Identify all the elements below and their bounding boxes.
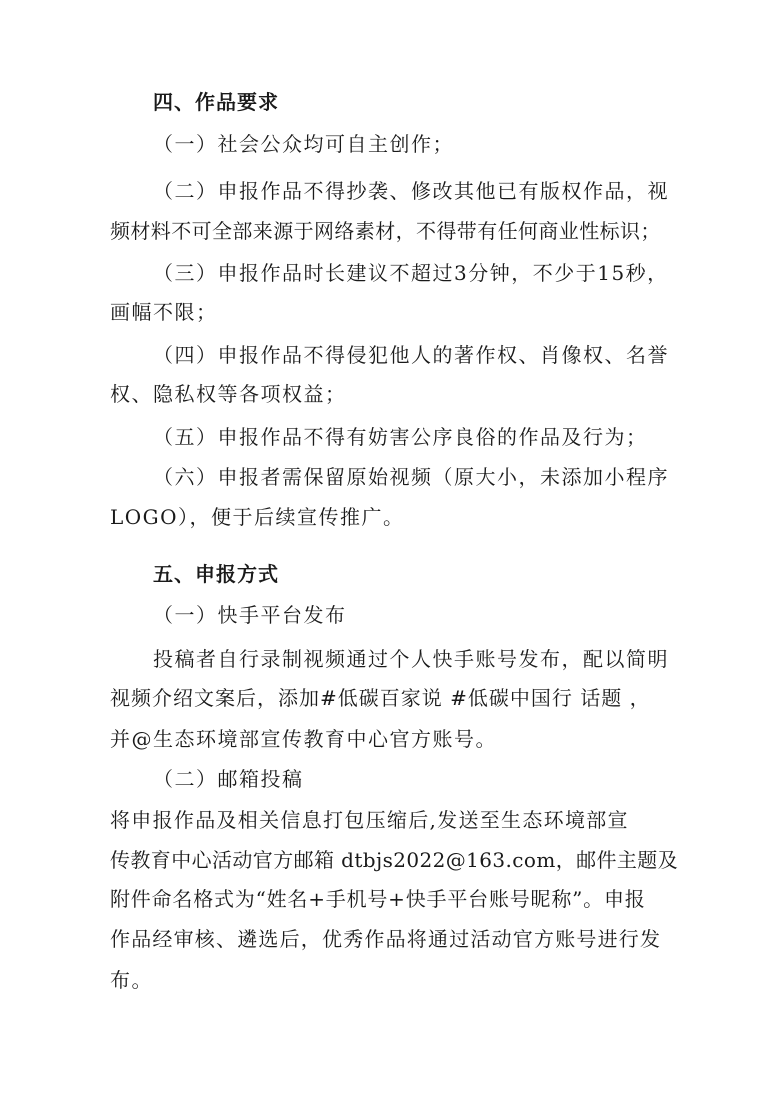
section-5-sub-2-line-3: 附件命名格式为“姓名+手机号+快手平台账号昵称”。申报 bbox=[110, 887, 646, 911]
section-4-item-3-line-1: （三）申报作品时长建议不超过3分钟，不少于15秒， bbox=[153, 261, 669, 285]
section-5-sub-1-title: （一）快手平台发布 bbox=[153, 603, 347, 627]
section-5-sub-1-line-3: 并@生态环境部宣传教育中心官方账号。 bbox=[110, 727, 497, 751]
section-5-heading: 五、申报方式 bbox=[153, 562, 279, 586]
section-4-heading: 四、作品要求 bbox=[153, 90, 279, 114]
section-5-sub-2-title: （二）邮箱投稿 bbox=[153, 767, 304, 791]
section-5-sub-2-line-2: 传教育中心活动官方邮箱 dtbjs2022@163.com，邮件主题及 bbox=[110, 848, 679, 872]
section-5-sub-2-line-4: 作品经审核、遴选后，优秀作品将通过活动官方账号进行发 bbox=[110, 927, 662, 951]
section-4-item-6-line-1: （六）申报者需保留原始视频（原大小，未添加小程序 bbox=[153, 465, 669, 489]
section-4-item-1-line-1: （一）社会公众均可自主创作； bbox=[153, 132, 454, 156]
section-4-item-2-line-2: 频材料不可全部来源于网络素材，不得带有任何商业性标识； bbox=[110, 219, 661, 243]
section-4-item-6-line-2: LOGO），便于后续宣传推广。 bbox=[110, 505, 405, 529]
section-4-item-4-line-2: 权、隐私权等各项权益； bbox=[110, 382, 347, 406]
section-4-item-5-line-1: （五）申报作品不得有妨害公序良俗的作品及行为； bbox=[153, 425, 648, 449]
section-5-sub-2-line-5: 布。 bbox=[110, 968, 153, 992]
section-4-item-4-line-1: （四）申报作品不得侵犯他人的著作权、肖像权、名誉 bbox=[153, 343, 669, 367]
section-4-item-2-line-1: （二）申报作品不得抄袭、修改其他已有版权作品，视 bbox=[153, 179, 669, 203]
section-5-sub-1-line-1: 投稿者自行录制视频通过个人快手账号发布，配以简明 bbox=[153, 647, 669, 671]
section-5-sub-1-line-2: 视频介绍文案后，添加#低碳百家说 #低碳中国行 话题 ， bbox=[110, 686, 651, 710]
section-5-sub-2-line-1: 将申报作品及相关信息打包压缩后,发送至生态环境部宣 bbox=[110, 808, 629, 832]
section-4-item-3-line-2: 画幅不限； bbox=[110, 300, 218, 324]
